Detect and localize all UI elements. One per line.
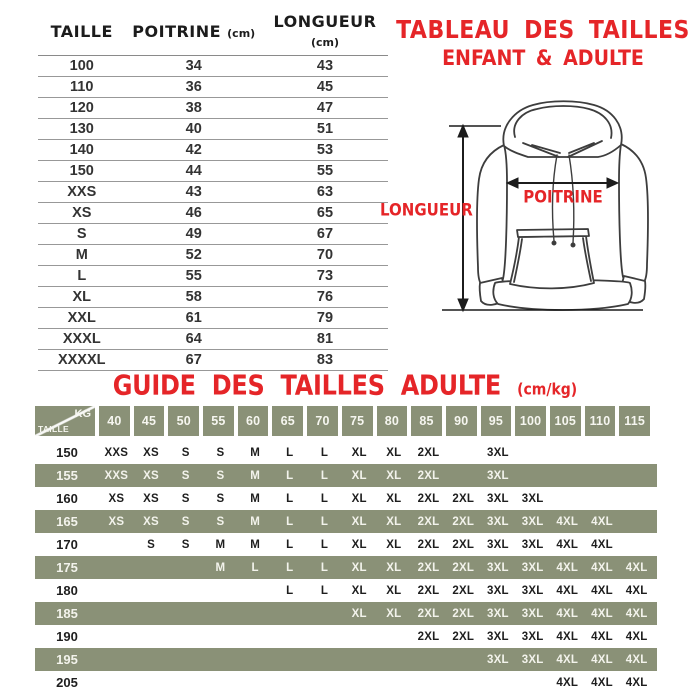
size-table-header-row (38, 10, 388, 56)
size-table-body (38, 56, 388, 371)
size-table-cell: 51 (262, 119, 388, 140)
height-row-155 (35, 464, 657, 487)
size-cell: XL (386, 607, 402, 620)
size-cell: M (215, 561, 226, 574)
size-cell: M (250, 538, 260, 551)
weight-header-cell: 70 (307, 406, 338, 436)
size-table-row (38, 203, 388, 224)
weight-header-cell: 60 (238, 406, 269, 436)
height-row-205 (35, 671, 657, 694)
weight-header-cell: 110 (585, 406, 616, 436)
size-cell: 2XL (452, 607, 475, 620)
weight-header-cell: 40 (99, 406, 130, 436)
size-table-cell: 61 (126, 308, 263, 329)
corner-kg-label: KG (74, 408, 91, 420)
size-table-cell: 100 (38, 56, 126, 77)
size-cell: 2XL (417, 492, 440, 505)
size-cell: 3XL (487, 515, 509, 528)
height-row-160 (35, 487, 657, 510)
adult-size-matrix (35, 406, 657, 694)
size-table-cell: 55 (262, 161, 388, 182)
size-cell: XL (351, 538, 367, 551)
size-table-cell: 63 (262, 182, 388, 203)
size-cell: 2XL (417, 538, 440, 551)
size-cell: XXS (104, 446, 129, 459)
size-cell: L (286, 492, 294, 505)
size-table-row (38, 182, 388, 203)
size-cell: S (216, 492, 225, 505)
longueur-label: LONGUEUR (380, 200, 473, 220)
size-cell: 3XL (521, 538, 544, 551)
size-cell: 2XL (417, 515, 440, 528)
size-table-cell: M (38, 245, 126, 266)
height-row-180 (35, 579, 657, 602)
size-cell: XL (351, 584, 367, 597)
size-table-row (38, 245, 388, 266)
weight-header-cell: 90 (446, 406, 477, 436)
size-cell: L (320, 538, 329, 551)
size-cell: L (320, 469, 329, 482)
height-label: 190 (56, 629, 78, 644)
size-cell: 3XL (521, 515, 544, 528)
col-header-unit: (cm) (227, 26, 256, 40)
size-cell: XL (386, 446, 402, 459)
col-header-longueur (262, 10, 388, 56)
size-cell: 3XL (487, 607, 509, 620)
child-adult-size-table (38, 10, 388, 371)
weight-header-cell: 100 (515, 406, 546, 436)
size-table-row (38, 98, 388, 119)
size-table-cell: 43 (126, 182, 263, 203)
size-table-row (38, 287, 388, 308)
height-row-150 (35, 441, 657, 464)
size-cell: 3XL (487, 630, 509, 643)
size-cell: L (286, 561, 294, 574)
size-cell: 4XL (556, 630, 579, 643)
weight-header-cell: 95 (481, 406, 512, 436)
weight-header-cell: 105 (550, 406, 581, 436)
size-table-cell: 67 (126, 350, 263, 371)
size-cell: 4XL (591, 630, 613, 643)
height-label: 150 (56, 445, 78, 460)
size-cell: 2XL (417, 561, 440, 574)
size-cell: 2XL (452, 630, 475, 643)
size-cell: 2XL (417, 584, 440, 597)
size-cell: 4XL (591, 538, 613, 551)
size-table-row (38, 161, 388, 182)
size-table-cell: 73 (262, 266, 388, 287)
height-row-170 (35, 533, 657, 556)
size-table-cell: S (38, 224, 126, 245)
size-table-cell: XXS (38, 182, 126, 203)
size-cell: XL (351, 469, 367, 482)
size-cell: S (181, 515, 190, 528)
size-cell: 4XL (591, 561, 613, 574)
size-cell: XS (108, 515, 125, 528)
size-cell: M (215, 538, 226, 551)
kg-taille-corner-cell (35, 406, 95, 436)
size-cell: XL (386, 561, 402, 574)
size-cell: 3XL (521, 653, 544, 666)
size-cell: 4XL (591, 607, 613, 620)
size-table-row (38, 224, 388, 245)
size-table-row (38, 329, 388, 350)
height-label: 170 (56, 537, 78, 552)
size-table-cell: 44 (126, 161, 263, 182)
size-cell: S (216, 469, 225, 482)
size-cell: 3XL (487, 584, 509, 597)
size-cell: 4XL (556, 584, 579, 597)
size-table-cell: XXXL (38, 329, 126, 350)
size-cell: XXS (104, 469, 129, 482)
size-cell: S (181, 469, 190, 482)
size-cell: XL (351, 492, 367, 505)
size-cell: S (181, 492, 190, 505)
size-cell: L (320, 492, 329, 505)
size-cell: L (286, 538, 294, 551)
size-cell: 2XL (452, 492, 475, 505)
size-table-cell: 45 (262, 77, 388, 98)
height-row-195 (35, 648, 657, 671)
size-cell: 4XL (556, 515, 579, 528)
col-header-taille (38, 10, 126, 56)
size-cell: 3XL (487, 469, 509, 482)
col-header-label: POITRINE (132, 21, 222, 41)
guide-title-text: GUIDE DES TAILLES ADULTE (112, 369, 502, 402)
size-cell: XL (351, 446, 367, 459)
size-table-cell: 58 (126, 287, 263, 308)
size-table-cell: 65 (262, 203, 388, 224)
poitrine-label: POITRINE (523, 187, 603, 207)
size-cell: S (181, 538, 190, 551)
size-cell: 2XL (452, 584, 475, 597)
size-cell: 3XL (487, 653, 509, 666)
size-cell: 4XL (625, 653, 648, 666)
weight-header-cell: 115 (619, 406, 650, 436)
size-table-row (38, 266, 388, 287)
size-cell: 4XL (591, 584, 613, 597)
size-cell: L (251, 561, 259, 574)
main-title-line2: ENFANT & ADULTE (442, 46, 644, 71)
col-header-unit: (cm) (310, 36, 340, 49)
height-label: 185 (56, 606, 78, 621)
size-table-cell: 38 (126, 98, 263, 119)
size-cell: XL (351, 515, 367, 528)
guide-title (35, 369, 655, 401)
height-label: 195 (56, 652, 78, 667)
col-header-poitrine (126, 10, 263, 56)
weight-header-cell: 45 (134, 406, 165, 436)
size-cell: XL (386, 584, 402, 597)
size-table-row (38, 308, 388, 329)
size-cell: 2XL (452, 515, 475, 528)
size-cell: S (147, 538, 155, 551)
size-cell: 4XL (625, 676, 648, 689)
size-cell: M (250, 492, 260, 505)
size-cell: 3XL (487, 561, 509, 574)
size-cell: 2XL (417, 630, 440, 643)
size-table-row (38, 350, 388, 371)
size-cell: 4XL (556, 607, 579, 620)
size-cell: S (216, 446, 225, 459)
size-table-cell: 40 (126, 119, 263, 140)
size-cell: XL (351, 561, 367, 574)
size-cell: 4XL (591, 653, 613, 666)
size-table-row (38, 119, 388, 140)
size-cell: M (250, 446, 260, 459)
main-title (393, 16, 693, 71)
size-cell: XL (351, 607, 367, 620)
size-cell: L (286, 584, 294, 597)
size-cell: L (320, 561, 329, 574)
size-table-cell: L (38, 266, 126, 287)
size-table-cell: 53 (262, 140, 388, 161)
weight-header-cell: 85 (411, 406, 442, 436)
size-table-cell: 70 (262, 245, 388, 266)
size-table-cell: XXL (38, 308, 126, 329)
size-table-cell: 55 (126, 266, 263, 287)
corner-taille-label: TAILLE (38, 424, 69, 434)
size-table-cell: 67 (262, 224, 388, 245)
size-table-cell: 130 (38, 119, 126, 140)
weight-header-cell: 55 (203, 406, 234, 436)
size-table-cell: 120 (38, 98, 126, 119)
size-cell: M (250, 515, 260, 528)
size-cell: 4XL (556, 676, 579, 689)
size-cell: 3XL (521, 630, 544, 643)
height-label: 175 (56, 560, 78, 575)
guide-header-row (35, 406, 657, 436)
size-table-cell: 36 (126, 77, 263, 98)
col-header-label: LONGUEUR (273, 12, 377, 31)
size-cell: L (286, 446, 294, 459)
height-label: 155 (56, 468, 78, 483)
size-cell: 2XL (417, 607, 440, 620)
size-table-cell: 83 (262, 350, 388, 371)
height-row-175 (35, 556, 657, 579)
weight-header-cell: 50 (168, 406, 199, 436)
size-cell: 3XL (487, 446, 509, 459)
size-table-cell: 43 (262, 56, 388, 77)
size-cell: 4XL (556, 561, 579, 574)
size-table-cell: 46 (126, 203, 263, 224)
size-table-row (38, 77, 388, 98)
size-cell: XL (386, 538, 402, 551)
size-table-cell: XS (38, 203, 126, 224)
size-cell: 4XL (591, 515, 613, 528)
main-title-line1: TABLEAU DES TAILLES (396, 16, 690, 45)
size-cell: 2XL (452, 538, 475, 551)
size-cell: L (286, 469, 294, 482)
size-table-cell: 52 (126, 245, 263, 266)
size-cell: 4XL (625, 607, 648, 620)
size-cell: XL (386, 469, 402, 482)
hoodie-illustration (380, 95, 690, 345)
size-cell: 4XL (625, 561, 648, 574)
size-cell: L (320, 515, 329, 528)
size-cell: 3XL (521, 492, 544, 505)
size-cell: 4XL (591, 676, 613, 689)
size-table-row (38, 56, 388, 77)
size-cell: XL (386, 515, 402, 528)
size-table-cell: 150 (38, 161, 126, 182)
weight-header-cell: 80 (377, 406, 408, 436)
size-table-cell: 47 (262, 98, 388, 119)
size-cell: L (320, 584, 329, 597)
size-table-cell: XL (38, 287, 126, 308)
size-table-cell: 76 (262, 287, 388, 308)
size-table-cell: 42 (126, 140, 263, 161)
size-cell: 4XL (625, 584, 648, 597)
size-cell: 4XL (556, 538, 579, 551)
weight-header-cell: 65 (272, 406, 303, 436)
size-cell: L (286, 515, 294, 528)
size-cell: 2XL (417, 469, 440, 482)
size-cell: XS (143, 469, 159, 482)
size-cell: S (181, 446, 190, 459)
size-cell: L (320, 446, 329, 459)
size-cell: XS (108, 492, 125, 505)
size-cell: 3XL (521, 561, 544, 574)
size-cell: 3XL (487, 492, 509, 505)
size-cell: S (216, 515, 225, 528)
size-cell: 2XL (417, 446, 440, 459)
size-cell: XS (143, 515, 159, 528)
size-cell: 3XL (521, 584, 544, 597)
size-cell: 3XL (521, 607, 544, 620)
height-label: 205 (56, 675, 78, 690)
size-cell: 4XL (556, 653, 579, 666)
size-cell: XS (143, 446, 159, 459)
size-cell: M (250, 469, 260, 482)
height-label: 160 (56, 491, 78, 506)
size-table-cell: 49 (126, 224, 263, 245)
size-cell: XL (386, 492, 402, 505)
guide-matrix-body (35, 441, 657, 694)
height-row-185 (35, 602, 657, 625)
size-cell: 4XL (625, 630, 648, 643)
height-row-190 (35, 625, 657, 648)
size-table-cell: 110 (38, 77, 126, 98)
weight-header-cell: 75 (342, 406, 373, 436)
size-cell: 3XL (487, 538, 509, 551)
size-table-cell: 64 (126, 329, 263, 350)
hoodie-measurement-diagram (380, 95, 690, 345)
guide-title-unit: (cm/kg) (517, 380, 578, 399)
size-table-cell: 34 (126, 56, 263, 77)
size-table-cell: 79 (262, 308, 388, 329)
size-table-cell: XXXXL (38, 350, 126, 371)
size-table-row (38, 140, 388, 161)
size-cell: 2XL (452, 561, 475, 574)
height-row-165 (35, 510, 657, 533)
height-label: 180 (56, 583, 78, 598)
col-header-label: TAILLE (50, 21, 113, 41)
size-table-cell: 81 (262, 329, 388, 350)
size-cell: XS (143, 492, 159, 505)
height-label: 165 (56, 514, 78, 529)
size-table-cell: 140 (38, 140, 126, 161)
